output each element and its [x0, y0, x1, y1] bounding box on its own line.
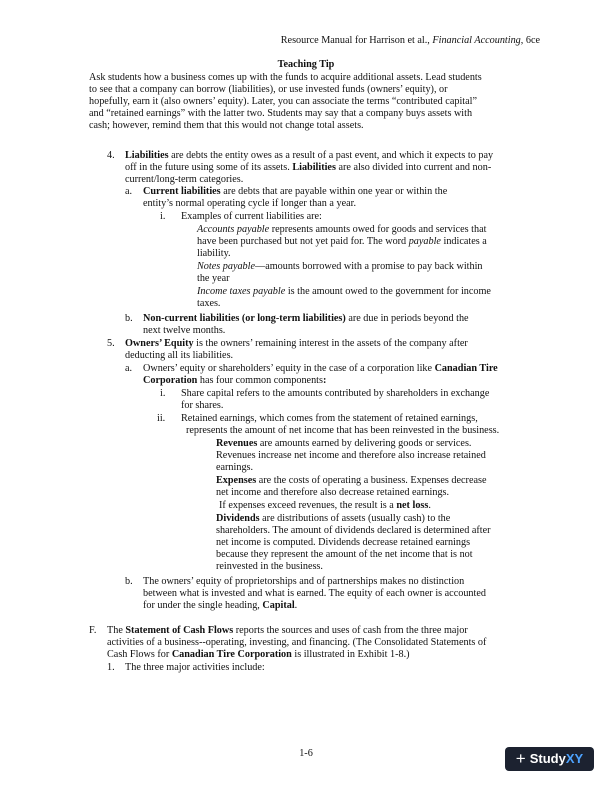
example-income-taxes: Income taxes payable is the amount owed to the government for income [197, 286, 491, 297]
proprietorship-equity: The owners’ equity of proprietorships and of partnerships makes no distinction [143, 576, 465, 587]
expenses-def: Expenses are the costs of operating a business. Expenses decrease [216, 475, 487, 486]
tip-line: hopefully, earn it (also owners’ equity). Later, you can associate the terms “contributed capital” [89, 96, 477, 107]
section-label: F. [89, 625, 97, 636]
share-capital-line: for shares. [181, 400, 224, 411]
tip-line: Ask students how a business comes up with the funds to acquire additional assets. Lead students [89, 72, 482, 83]
list-number: 5. [107, 338, 115, 349]
plus-icon: + [515, 748, 526, 768]
noncurrent-liabilities-def: Non-current liabilities (or long-term liabilities) are due in periods beyond the [143, 313, 469, 324]
dividends-line: reinvested in the business. [216, 561, 323, 572]
dividends-line: because they represent the amount of the net income that is not [216, 549, 473, 560]
cash-flows-def: The Statement of Cash Flows reports the sources and uses of cash from the three major [107, 625, 468, 636]
current-liabilities-def: Current liabilities are debts that are payable within one year or within the [143, 186, 448, 197]
roman-label: i. [160, 388, 166, 399]
equity-components-line: Corporation has four common components: [143, 375, 327, 386]
studyxy-logo: + Study XY [505, 747, 594, 771]
sub-label: b. [125, 313, 133, 324]
cash-flows-line: Cash Flows for Canadian Tire Corporation is illustrated in Exhibit 1-8.) [107, 649, 410, 660]
revenues-line: Revenues increase net income and therefore also increase retained [216, 450, 486, 461]
owners-equity-line: deducting all its liabilities. [125, 350, 234, 361]
teaching-tip-title: Teaching Tip [277, 59, 335, 70]
share-capital-def: Share capital refers to the amounts contributed by shareholders in exchange [181, 388, 490, 399]
proprietorship-equity-line: for under the single heading, Capital. [143, 600, 298, 611]
example-line: liability. [197, 248, 231, 259]
revenues-line: earnings. [216, 462, 254, 473]
owners-equity-def: Owners’ Equity is the owners’ remaining interest in the assets of the company after [125, 338, 468, 349]
liabilities-def-line: off in the future using some of its assets. Liabilities are also divided into current and non- [125, 162, 492, 173]
sub-label: a. [125, 363, 133, 374]
sub-label: b. [125, 576, 133, 587]
cash-flows-line: activities of a business--operating, investing, and financing. (The Consolidated Statements of [107, 637, 487, 648]
dividends-line: shareholders. The amount of dividends declared is determined after [216, 525, 491, 536]
equity-components-intro: Owners’ equity or shareholders’ equity in the case of a corporation like Canadian Tire [143, 363, 498, 374]
list-number: 4. [107, 150, 115, 161]
tip-line: and “retained earnings” with the latter two. Students may say that a company buys assets with [89, 108, 473, 119]
examples-intro: Examples of current liabilities are: [181, 211, 322, 222]
roman-label: i. [160, 211, 166, 222]
retained-earnings-def: Retained earnings, which comes from the statement of retained earnings, [181, 413, 478, 424]
net-loss-line: If expenses exceed revenues, the result is a net loss. [219, 500, 431, 511]
liabilities-def: Liabilities are debts the entity owes as a result of a past event, and which it expects to pay [125, 150, 494, 161]
expenses-line: net income and therefore also decrease retained earnings. [216, 487, 450, 498]
example-notes-payable: Notes payable—amounts borrowed with a promise to pay back within [197, 261, 483, 272]
example-line: taxes. [197, 298, 221, 309]
proprietorship-equity-line: between what is invested and what is earned. The equity of each owner is accounted [143, 588, 486, 599]
example-line: the year [197, 273, 230, 284]
dividends-def: Dividends are distributions of assets (usually cash) to the [216, 513, 451, 524]
tip-line: to see that a company can borrow (liabilities), or use invested funds (owners’ equity), or [89, 84, 448, 95]
noncurrent-liabilities-line: next twelve months. [143, 325, 226, 336]
page-number: 1-6 [299, 748, 313, 759]
dividends-line: net income is computed. Dividends decrease retained earnings [216, 537, 471, 548]
roman-label: ii. [157, 413, 166, 424]
example-line: have been purchased but not yet paid for. The word payable indicates a [197, 236, 487, 247]
tip-line: cash; however, remind them that this would not change total assets. [89, 120, 364, 131]
liabilities-def-line: current/long-term categories. [125, 174, 244, 185]
three-activities-intro: The three major activities include: [125, 662, 265, 673]
list-number: 1. [107, 662, 115, 673]
current-liabilities-line: entity’s normal operating cycle if longer than a year. [143, 198, 357, 209]
sub-label: a. [125, 186, 133, 197]
example-accounts-payable: Accounts payable represents amounts owed for goods and services that [197, 224, 487, 235]
running-header: Resource Manual for Harrison et al., Financial Accounting, 6ce [280, 35, 540, 46]
revenues-def: Revenues are amounts earned by delivering goods or services. [216, 438, 472, 449]
retained-earnings-line: represents the amount of net income that has been reinvested in the business. [186, 425, 500, 436]
